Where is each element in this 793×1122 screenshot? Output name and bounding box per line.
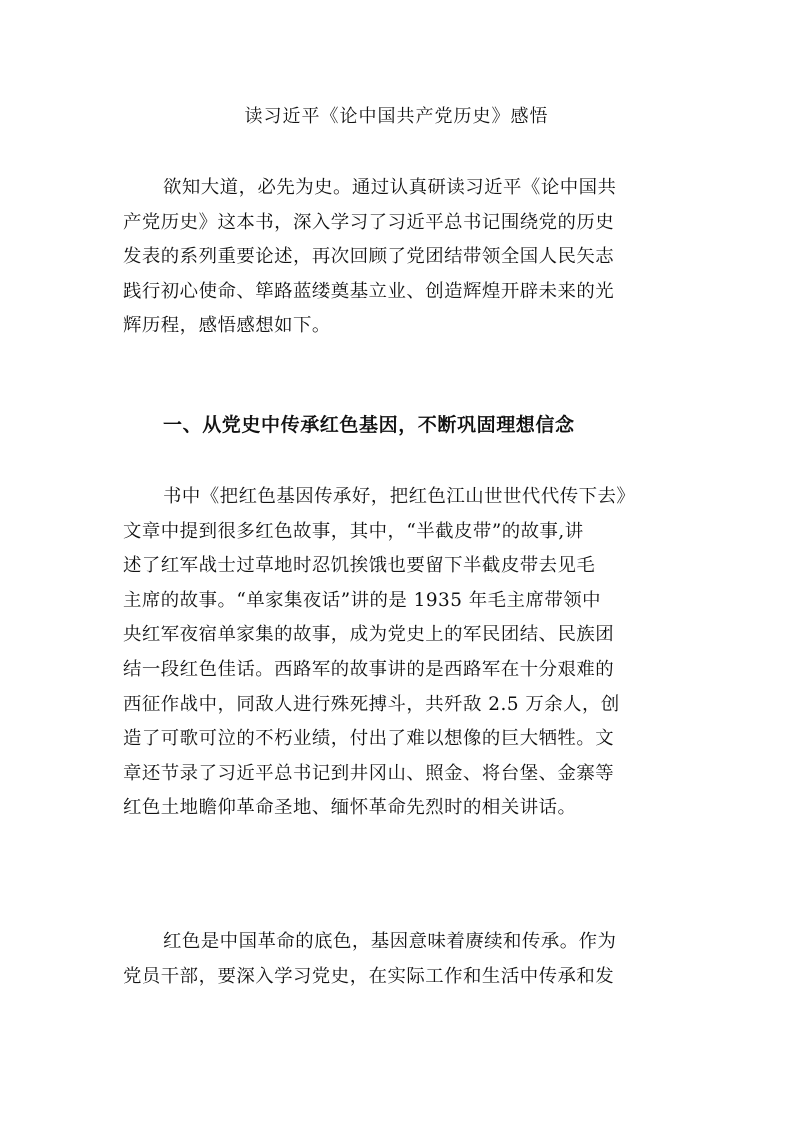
paragraph-red-stories	[123, 480, 671, 826]
paragraph-line: 红色是中国革命的底色，基因意味着赓续和传承。作为	[163, 931, 617, 952]
document-title: 读习近平《论中国共产党历史》感悟	[244, 106, 549, 127]
paragraph-intro	[123, 171, 671, 344]
paragraph-line: 发表的系列重要论述，再次回顾了党团结带领全国人民矢志	[123, 246, 615, 268]
paragraph-line: 央红军夜宿单家集的故事，成为党史上的军民团结、民族团	[123, 624, 615, 646]
paragraph-line: 主席的故事。“单家集夜话”讲的是 1935 年毛主席带领中	[123, 589, 602, 611]
paragraph-red-gene	[123, 925, 671, 994]
paragraph-line: 践行初心使命、筚路蓝缕奠基立业、创造辉煌开辟未来的光	[123, 280, 615, 302]
paragraph-line: 党员干部，要深入学习党史，在实际工作和生活中传承和发	[123, 965, 615, 987]
paragraph-line: 红色土地瞻仰革命圣地、缅怀革命先烈时的相关讲话。	[123, 797, 577, 819]
paragraph-line: 欲知大道，必先为史。通过认真研读习近平《论中国共	[163, 177, 617, 198]
paragraph-line: 西征作战中，同敌人进行殊死搏斗，共歼敌 2.5 万余人，创	[123, 693, 620, 715]
paragraph-line: 述了红军战士过草地时忍饥挨饿也要留下半截皮带去见毛	[123, 555, 596, 577]
paragraph-line: 结一段红色佳话。西路军的故事讲的是西路军在十分艰难的	[123, 658, 615, 680]
paragraph-line: 章还节录了习近平总书记到井冈山、照金、将台堡、金寨等	[123, 762, 615, 784]
paragraph-line: 辉历程，感悟感想如下。	[123, 315, 331, 337]
paragraph-line: 造了可歌可泣的不朽业绩，付出了难以想像的巨大牺牲。文	[123, 728, 615, 750]
paragraph-line: 书中《把红色基因传承好，把红色江山世世代代传下去》	[163, 486, 636, 507]
section-heading: 一、从党史中传承红色基因，不断巩固理想信念	[163, 414, 575, 436]
paragraph-line: 文章中提到很多红色故事，其中，“半截皮带”的故事,讲	[123, 520, 584, 542]
paragraph-line: 产党历史》这本书，深入学习了习近平总书记围绕党的历史	[123, 211, 615, 233]
